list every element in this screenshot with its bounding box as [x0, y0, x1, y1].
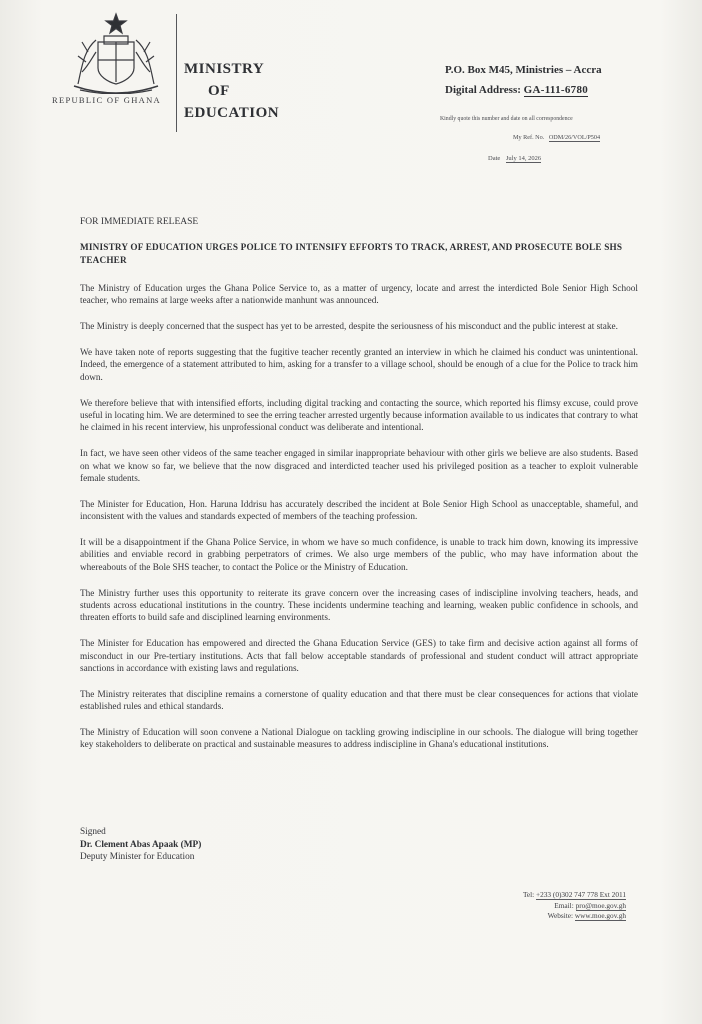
body-paragraph: The Ministry reiterates that discipline remains a cornerstone of quality education and that there must be clear consequences for actions that violate established rules and ethical standards.	[80, 689, 638, 713]
signed-label: Signed	[80, 827, 106, 837]
digital-address-code: GA-111-6780	[523, 84, 589, 96]
body-paragraph: We therefore believe that with intensified efforts, including digital tracking and contacting the source, which reported his flimsy excuse, could prove useful in locating him. We are determined to see the erring teacher arrested urgently because information available to us indicates that contrary to what he claimed in his recent interview, his unprofessional conduct was deliberate and intentional.	[80, 398, 638, 434]
ministry-name	[184, 58, 279, 124]
email-link[interactable]: pro@moe.gov.gh	[575, 900, 626, 910]
press-headline: MINISTRY OF EDUCATION URGES POLICE TO INTENSIFY EFFORTS TO TRACK, ARREST, AND PROSECUTE BOLE SHS TEACHER	[80, 242, 623, 265]
letter-body	[80, 283, 638, 765]
signatory-title: Deputy Minister for Education	[80, 852, 195, 862]
website-label: Website:	[547, 911, 574, 921]
body-paragraph: We have taken note of reports suggesting that the fugitive teacher recently granted an interview in which he claimed his conduct was unintentional. Indeed, the emergence of a statement attributed to him, asking for a transfer to a village school, should be enough of a clue for the Police to track him down.	[80, 348, 638, 383]
contact-website	[523, 911, 626, 922]
body-paragraph: In fact, we have seen other videos of the same teacher engaged in similar inappropriate behaviour with other girls we believe are also students. Based on what we know so far, we believe that the now disgraced and interdicted teacher used his privileged position as a teacher to exploit vulnerable female students.	[80, 449, 638, 485]
ministry-line-2: OF	[208, 83, 230, 99]
reference-number	[513, 134, 600, 141]
ministry-line-1: MINISTRY	[184, 61, 265, 77]
body-paragraph: It will be a disappointment if the Ghana Police Service, in whom we have so much confidence, is unable to track him down, knowing its impressive abilities and enviable record in grabbing perpetrators of crimes. We also urge members of the public, who may have information about the whereabouts of the Bole SHS teacher, to contact the Police or the Ministry of Education.	[80, 538, 638, 573]
contact-tel	[523, 890, 626, 901]
body-paragraph: The Ministry further uses this opportunity to reiterate its grave concern over the increasing cases of indiscipline involving teachers, heads, and students across educational institutions in the country. These incidents undermine teaching and learning, weaken public confidence in schools, and threaten efforts to build safe and disciplined learning environments.	[80, 588, 638, 624]
body-paragraph: The Minister for Education, Hon. Haruna Iddrisu has accurately described the incident at Bole Senior High School as unacceptable, shameful, and inconsistent with the values and standards expected of members of the teaching profession.	[80, 499, 638, 523]
body-paragraph: The Ministry of Education urges the Ghana Police Service to, as a matter of urgency, locate and arrest the interdicted Bole Senior High School teacher, who remains at large weeks after a nationwide manhunt was announced.	[80, 284, 638, 307]
date-value: July 14, 2026	[505, 155, 542, 162]
reference-value: ODM/26/VOL/P504	[548, 134, 601, 141]
body-paragraph: The Ministry of Education will soon convene a National Dialogue on tackling growing indiscipline in our schools. The dialogue will bring together key stakeholders to deliberate on practical and sustainable measures to address indiscipline in Ghana's educational institutions.	[80, 728, 638, 751]
postal-address: P.O. Box M45, Ministries – Accra	[445, 64, 602, 76]
release-label: FOR IMMEDIATE RELEASE	[80, 217, 199, 227]
tel-value: +233 (0)302 747 778 Ext 2011	[536, 890, 626, 899]
digital-address-label: Digital Address:	[445, 84, 521, 96]
body-paragraph: The Minister for Education has empowered and directed the Ghana Education Service (GES) to take firm and decisive action against all forms of misconduct in our Pre-tertiary institutions. Acts that fall below acceptable standards of professional and student conduct will attract appropriate sanctions in accordance with existing laws and regulations.	[80, 639, 638, 675]
website-link[interactable]: www.moe.gov.gh	[574, 911, 626, 921]
digital-address	[445, 84, 588, 96]
reference-label: My Ref. No.	[513, 134, 545, 141]
contact-block	[523, 890, 626, 922]
email-label: Email:	[554, 900, 574, 910]
letter-date	[488, 155, 541, 162]
correspondence-note: Kindly quote this number and date on all correspondence	[440, 116, 573, 122]
contact-email	[523, 901, 626, 912]
ministry-line-3: EDUCATION	[184, 105, 280, 121]
republic-label: REPUBLIC OF GHANA	[52, 95, 161, 105]
body-paragraph: The Ministry is deeply concerned that the suspect has yet to be arrested, despite the seriousness of his misconduct and the public interest at stake.	[80, 322, 618, 333]
signature-block	[80, 826, 201, 864]
letterhead-divider	[176, 14, 177, 132]
date-label: Date	[488, 155, 501, 162]
tel-label: Tel:	[522, 890, 535, 899]
signatory-name: Dr. Clement Abas Apaak (MP)	[80, 839, 202, 850]
ghana-coat-of-arms-icon	[68, 12, 164, 94]
